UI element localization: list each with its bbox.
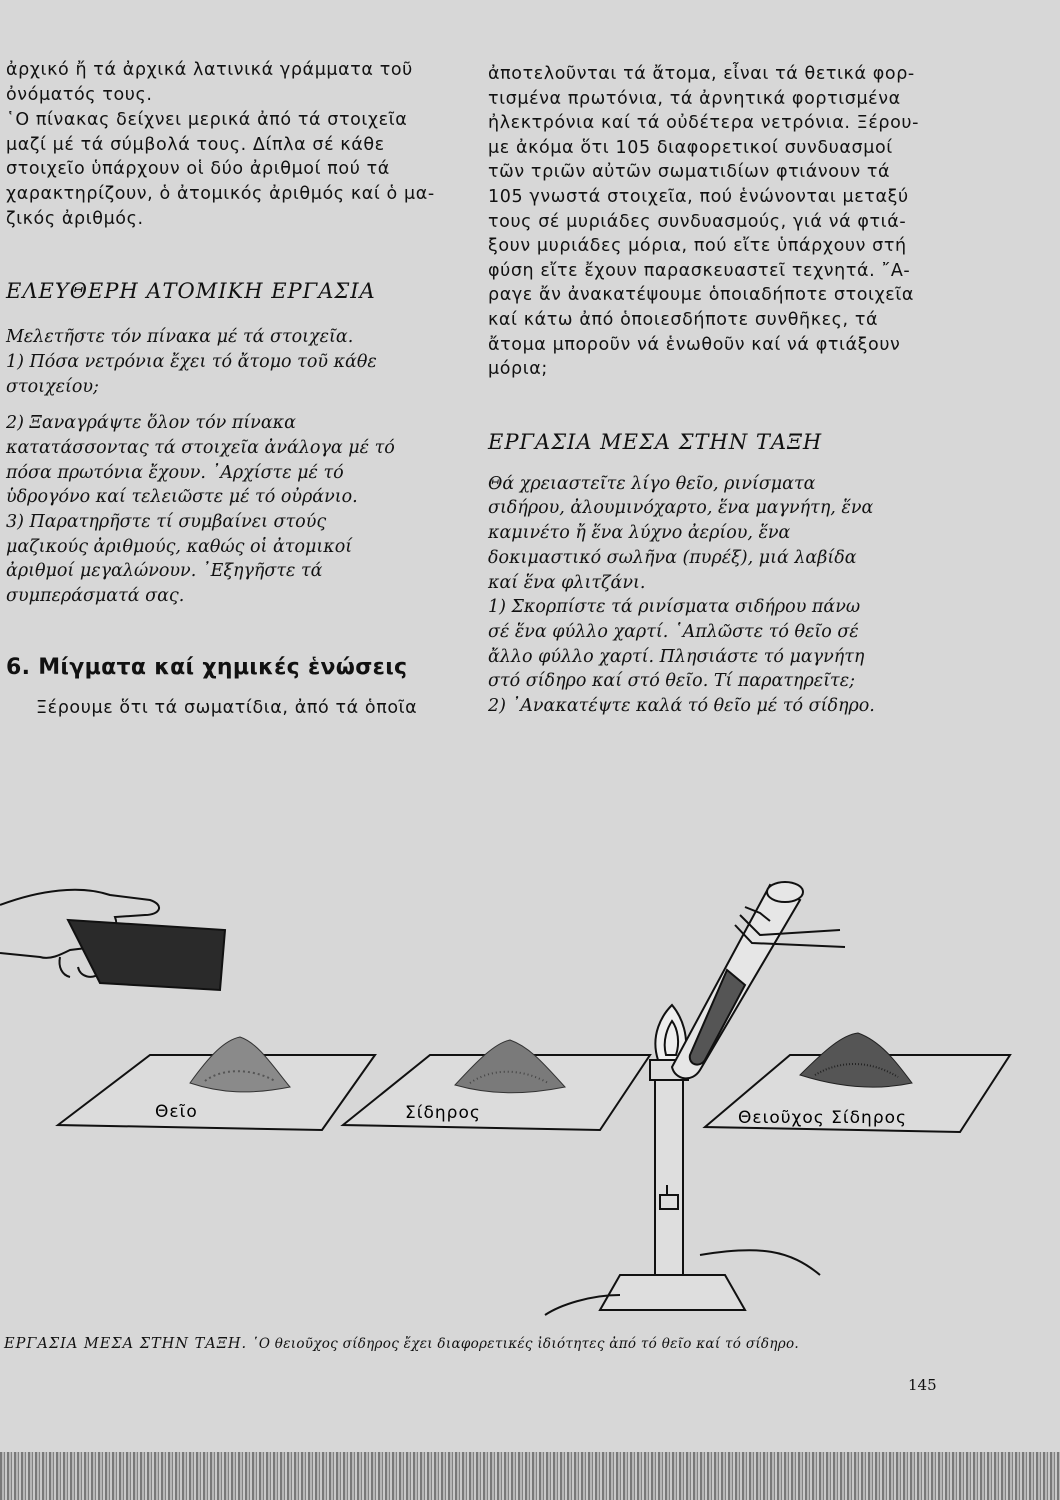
figure-caption xyxy=(4,1336,1054,1352)
right-paragraph-line: μόρια; xyxy=(488,359,548,380)
table-paragraph-line: ζικός ἀριθμός. xyxy=(6,208,144,229)
scan-edge-strip xyxy=(0,1452,1060,1500)
iron-sheet xyxy=(343,1040,650,1130)
table-paragraph-line: μαζί μέ τά σύμβολά τους. Δίπλα σέ κάθε xyxy=(6,134,385,155)
free-work-line: ἀριθμοί μεγαλώνουν. ᾿Εξηγῆστε τά xyxy=(6,561,323,582)
class-work-line: καί ἕνα φλιτζάνι. xyxy=(488,572,646,593)
free-work-line: κατατάσσοντας τά στοιχεῖα ἀνάλογα μέ τό xyxy=(6,437,395,458)
intro-line-1: ἀρχικό ἤ τά ἀρχικά λατινικά γράμματα τοῦ xyxy=(6,60,413,80)
iron-label: Σίδηρος xyxy=(405,1103,481,1123)
class-work-line: σέ ἕνα φύλλο χαρτί. ῾Απλῶστε τό θεῖο σέ xyxy=(488,621,859,642)
right-column xyxy=(488,62,950,719)
free-work-line: ὑδρογόνο καί τελειῶστε μέ τό οὐράνιο. xyxy=(6,487,358,508)
test-tube-icon xyxy=(672,882,803,1078)
right-paragraph-line: ἀποτελοῦνται τά ἄτομα, εἶναι τά θετικά φορ- xyxy=(488,64,915,84)
chapter-title: 6. Μίγματα καί χημικές ἑνώσεις xyxy=(6,654,408,680)
table-paragraph-line: ῾Ο πίνακας δείχνει μερικά ἀπό τά στοιχεῖα xyxy=(6,110,408,131)
table-paragraph-line: στοιχεῖο ὑπάρχουν οἱ δύο ἀριθμοί πού τά xyxy=(6,159,390,180)
caption-text: ῾Ο θειοῦχος σίδηρος ἔχει διαφορετικές ἰδιότητες ἀπό τό θεῖο καί τό σίδηρο. xyxy=(251,1336,800,1352)
class-work-line: στό σίδηρο καί στό θεῖο. Τί παρατηρεῖτε; xyxy=(488,671,856,692)
free-work-list xyxy=(6,325,456,609)
class-work-line: Θά χρειαστεῖτε λίγο θεῖο, ρινίσματα xyxy=(488,473,816,494)
right-paragraph-line: τους σέ μυριάδες συνδυασμούς, γιά νά φτιά- xyxy=(488,211,907,232)
table-paragraph-line: χαρακτηρίζουν, ὁ ἀτομικός ἀριθμός καί ὁ μα- xyxy=(6,183,435,204)
right-paragraph-line: τισμένα πρωτόνια, τά ἀρνητικά φορτισμένα xyxy=(488,88,901,109)
right-paragraph-line: ἠλεκτρόνια καί τά οὐδέτερα νετρόνια. Ξέρου- xyxy=(488,113,920,134)
class-work-list xyxy=(488,472,950,719)
free-work-line: 1) Πόσα νετρόνια ἔχει τό ἄτομο τοῦ κάθε xyxy=(6,351,377,372)
magnet-icon xyxy=(68,920,225,990)
left-column xyxy=(6,58,456,720)
free-work-title: ΕΛΕΥΘΕΡΗ ΑΤΟΜΙΚΗ ΕΡΓΑΣΙΑ xyxy=(6,279,376,304)
free-work-line: 2) Ξαναγράψτε ὅλον τόν πίνακα xyxy=(6,413,296,434)
caption-head: ΕΡΓΑΣΙΑ ΜΕΣΑ ΣΤΗΝ ΤΑΞΗ. xyxy=(4,1336,248,1352)
right-paragraph-line: ραγε ἄν ἀνακατέψουμε ὁποιαδήποτε στοιχεῖα xyxy=(488,285,915,306)
iron-sulfide-sheet xyxy=(705,1033,1010,1132)
right-paragraph-line: τῶν τριῶν αὐτῶν σωματιδίων φτιάνουν τά xyxy=(488,162,891,183)
free-work-line: Μελετῆστε τόν πίνακα μέ τά στοιχεῖα. xyxy=(6,327,354,348)
free-work-line: στοιχείου; xyxy=(6,376,99,397)
free-work-line: μαζικούς ἀριθμούς, καθώς οἱ ἀτομικοί xyxy=(6,536,353,557)
sulfur-sheet xyxy=(58,1037,375,1130)
sulfur-label: Θεῖο xyxy=(155,1102,198,1122)
page-number: 145 xyxy=(908,1376,937,1394)
right-paragraph-line: ἄτομα μποροῦν νά ἑνωθοῦν καί νά φτιάξουν xyxy=(488,334,901,355)
intro-line-2: ὀνόματός τους. xyxy=(6,84,153,105)
class-work-line: 2) ᾿Ανακατέψτε καλά τό θεῖο μέ τό σίδηρο. xyxy=(488,696,875,717)
class-work-line: καμινέτο ἤ ἕνα λύχνο ἀερίου, ἕνα xyxy=(488,523,791,544)
chapter-first-line: Ξέρουμε ὅτι τά σωματίδια, ἀπό τά ὁποῖα xyxy=(36,697,418,718)
right-paragraph-line: καί κάτω ἀπό ὁποιεσδήποτε συνθῆκες, τά xyxy=(488,309,879,330)
free-work-line: πόσα πρωτόνια ἔχουν. ᾿Αρχίστε μέ τό xyxy=(6,462,344,483)
free-work-line: συμπεράσματά σας. xyxy=(6,586,185,607)
class-work-line: δοκιμαστικό σωλῆνα (πυρέξ), μιά λαβίδα xyxy=(488,547,857,568)
right-paragraph-line: ξουν μυριάδες μόρια, πού εἴτε ὑπάρχουν στή xyxy=(488,236,907,257)
class-work-line: σιδήρου, ἀλουμινόχαρτο, ἕνα μαγνήτη, ἕνα xyxy=(488,498,874,519)
class-work-line: ἄλλο φύλλο χαρτί. Πλησιάστε τό μαγνήτη xyxy=(488,646,865,667)
class-work-title: ΕΡΓΑΣΙΑ ΜΕΣΑ ΣΤΗΝ ΤΑΞΗ xyxy=(488,429,823,454)
iron-sulfide-label: Θειοῦχος Σίδηρος xyxy=(738,1108,907,1128)
right-paragraph-line: φύση εἴτε ἔχουν παρασκευαστεῖ τεχνητά. ῎Α- xyxy=(488,260,911,281)
class-work-line: 1) Σκορπίστε τά ρινίσματα σιδήρου πάνω xyxy=(488,597,861,618)
right-paragraph-line: με ἀκόμα ὅτι 105 διαφορετικοί συνδυασμοί xyxy=(488,137,893,158)
right-paragraph-line: 105 γνωστά στοιχεῖα, πού ἑνώνονται μεταξύ xyxy=(488,186,909,207)
experiment-illustration xyxy=(0,855,1060,1325)
free-work-line: 3) Παρατηρῆστε τί συμβαίνει στούς xyxy=(6,512,327,533)
